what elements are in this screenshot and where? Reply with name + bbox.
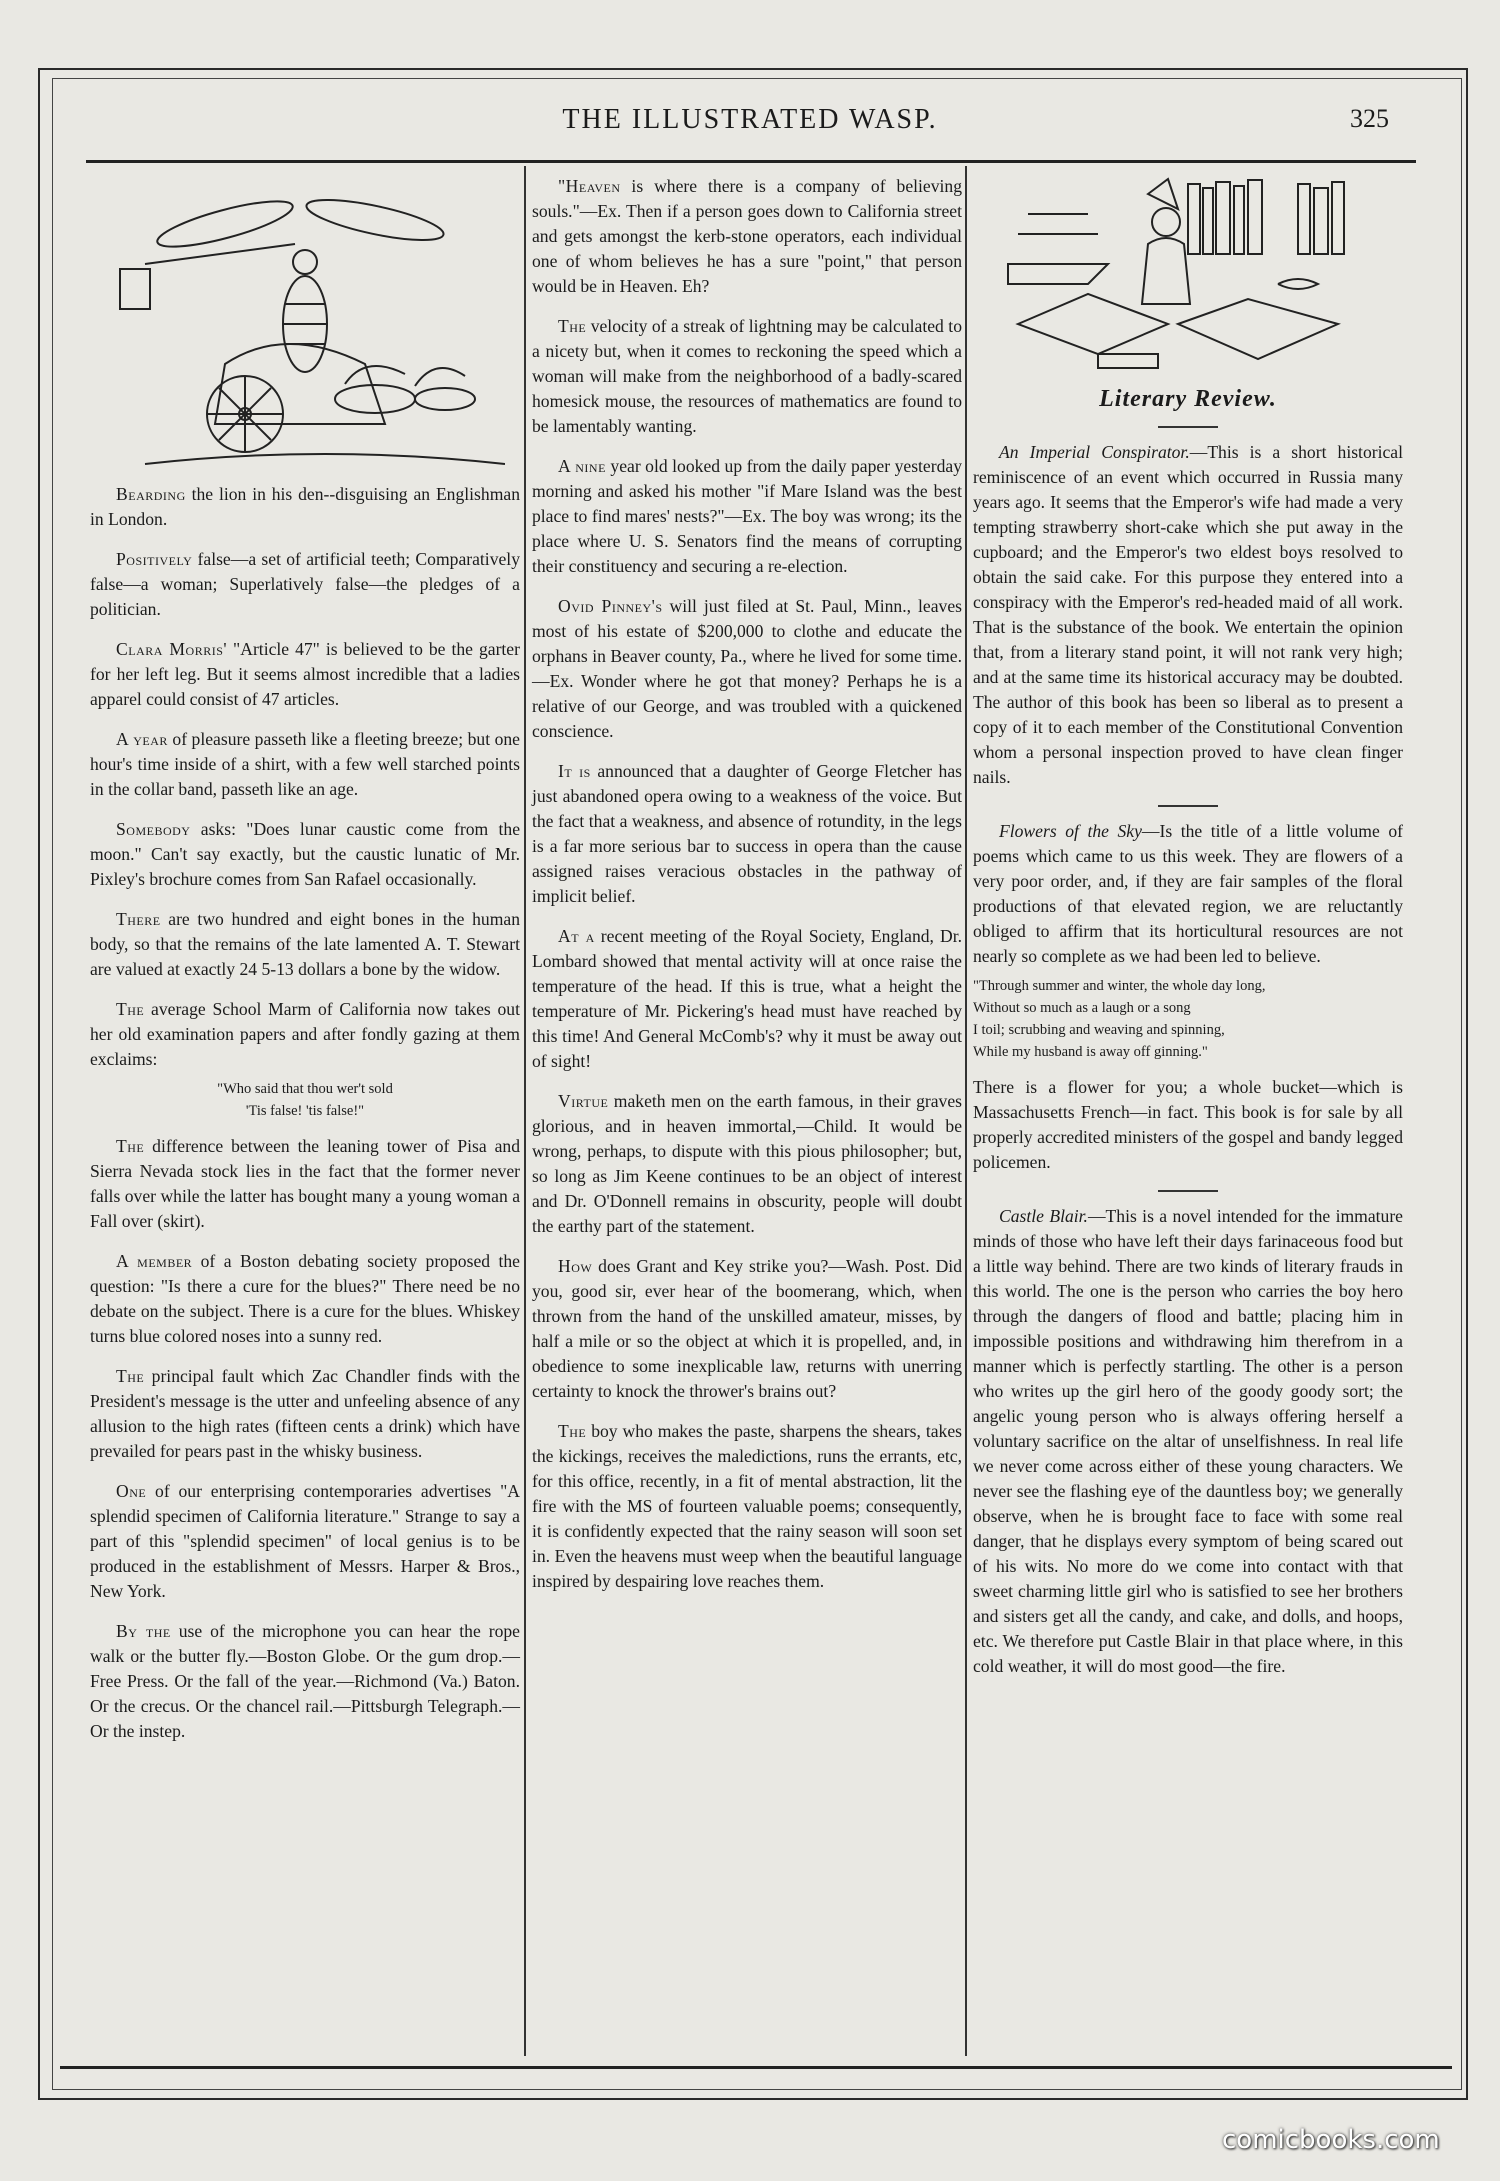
paragraph-lead: Bearding	[116, 484, 186, 504]
title-separator	[1158, 426, 1218, 428]
paragraph-lead: Clara Morris'	[116, 639, 228, 659]
paragraph-body: principal fault which Zac Chandler finds with the President's message is the utter and unfeeling absence of any allusion to the high rates (fifteen cents a drink) which have prevailed for pears past in the whisky business.	[90, 1366, 520, 1461]
column-divider-1	[524, 166, 526, 2056]
paragraph-body: use of the microphone you can hear the rope walk or the butter fly.—Boston Globe. Or the gum drop.—Free Press. Or the fall of the year.—Richmond (Va.) Baton. Or the crecus. Or the chancel rail.—Pittsburgh Telegraph.—Or the instep.	[90, 1621, 520, 1741]
paragraph-lead: "Heaven	[558, 176, 621, 196]
paragraph	[532, 174, 962, 299]
paragraph-body: is where there is a company of believing souls."—Ex. Then if a person goes down to California street and gets amongst the kerb-stone operators, each individual one of whom believes he has a sure "point," that person would be in Heaven. Eh?	[532, 176, 962, 296]
paragraph-lead: Virtue	[558, 1091, 609, 1111]
masthead-title: THE ILLUSTRATED WASP.	[562, 104, 938, 135]
paragraph-body: asks: "Does lunar caustic come from the moon." Can't say exactly, but the caustic lunatic of Mr. Pixley's brochure comes from San Rafael occasionally.	[90, 819, 520, 889]
paragraph-body: of pleasure passeth like a fleeting breeze; but one hour's time inside of a shirt, with a few well starched points in the collar band, passeth like an age.	[90, 729, 520, 799]
column-2	[532, 174, 962, 1609]
paragraph: There is a flower for you; a whole bucket—which is Massachusetts French—in fact. This book is for sale by all properly accredited ministers of the gospel and bandy legged policemen.	[973, 1077, 1403, 1172]
paragraph	[532, 314, 962, 439]
paragraph	[90, 1479, 520, 1604]
watermark: comicbooks.com	[1222, 2125, 1440, 2155]
column-3	[973, 174, 1403, 1694]
paragraph-body: velocity of a streak of lightning may be calculated to a nicety but, when it comes to reckoning the speed which a woman will make from the neighborhood of a badly-scared homesick mouse, the resources of mathematics are found to be lamentably wanting.	[532, 316, 962, 436]
paragraph-lead: Somebody	[116, 819, 191, 839]
verse-quote: "Who said that thou wer't sold 'Tis false! 'tis false!"	[217, 1081, 393, 1119]
paragraph-lead: A member	[116, 1251, 193, 1271]
paragraph-lead: Flowers of the Sky	[999, 821, 1142, 841]
paragraph-body: of our enterprising contemporaries advertises "A splendid specimen of California literature." Strange to say a part of this "splendid specimen" of local genius is to be produced in the establishment of Messrs. Harper & Bros., New York.	[90, 1481, 520, 1601]
paragraph-body: announced that a daughter of George Fletcher has just abandoned opera owing to a weakness of the voice. But the fact that a weakness, and absence of rotundity, in the legs is a far more serious bar to success in opera than the cause assigned raises veracious obstacles in the pathway of implicit belief.	[532, 761, 962, 906]
paragraph	[532, 924, 962, 1074]
paragraph	[973, 1204, 1403, 1679]
paragraph-lead: A nine	[558, 456, 606, 476]
paragraph	[532, 1089, 962, 1239]
paragraph-body: recent meeting of the Royal Society, England, Dr. Lombard showed that mental activity will at once raise the temperature of the head. If this is true, what a height the temperature of Mr. Pickering's head must have reached by this time! And General McComb's? why it must be away out of sight!	[532, 926, 962, 1071]
paragraph	[90, 907, 520, 982]
paragraph-lead: At a	[558, 926, 595, 946]
paragraph	[90, 547, 520, 622]
paragraph-body: —Is the title of a little volume of poems which came to us this week. They are flowers of a very poor order, and, if they are fair samples of the floral productions of that elevated region, we are reluctantly obliged to affirm that its horticultural resources are not nearly so complete as we had been led to believe.	[973, 821, 1403, 966]
paragraph-body: difference between the leaning tower of Pisa and Sierra Nevada stock lies in the fact that the former never falls over while the latter has bought many a young woman a Fall over (skirt).	[90, 1136, 520, 1231]
paragraph-lead: The	[116, 1136, 145, 1156]
paragraph-lead: By the	[116, 1621, 171, 1641]
paragraph	[532, 1254, 962, 1404]
paragraph	[90, 727, 520, 802]
paragraph-body: "Article 47" is believed to be the garter for her left leg. But it seems almost incredible that a ladies apparel could consist of 47 articles.	[90, 639, 520, 709]
paragraph	[90, 997, 520, 1072]
paragraph-body: false—a set of artificial teeth; Comparatively false—a woman; Superlatively false—the pledges of a politician.	[90, 549, 520, 619]
paragraph-lead: The	[116, 1366, 145, 1386]
header-rule	[86, 160, 1416, 163]
paragraph-lead: The	[558, 316, 587, 336]
verse-quote: "Through summer and winter, the whole day long, Without so much as a laugh or a song I toil; scrubbing and weaving and spinning, While my husband is away off ginning."	[973, 978, 1266, 1060]
paragraph-body: the lion in his den--disguising an Englishman in London.	[90, 484, 520, 529]
paragraph	[973, 819, 1403, 969]
paragraph-lead: How	[558, 1256, 593, 1276]
wasp-chariot-illustration	[105, 174, 505, 474]
paragraph-lead: The	[116, 999, 145, 1019]
paragraph-lead: It is	[558, 761, 591, 781]
paragraph	[532, 454, 962, 579]
item-separator	[1158, 805, 1218, 807]
paragraph	[532, 1419, 962, 1594]
paragraph	[90, 1249, 520, 1349]
paragraph	[90, 1619, 520, 1744]
paragraph-body: does Grant and Key strike you?—Wash. Post. Did you, good sir, ever hear of the boomerang, which, when thrown from the hand of the unskilled amateur, misses, by half a mile or so the object at which it is propelled, and, in obedience to some inexplicable law, returns with unerring certainty to knock the thrower's brains out?	[532, 1256, 962, 1401]
paragraph-lead: An Imperial Conspirator.	[999, 442, 1190, 462]
paragraph-body: year old looked up from the daily paper yesterday morning and asked his mother "if Mare Island was the best place to find mares' nests?"—Ex. The boy was wrong; its the place where U. S. Senators find the means of corrupting their constituency and securing a re-election.	[532, 456, 962, 576]
paragraph-lead: Positively	[116, 549, 193, 569]
literary-review-title: Literary Review.	[1099, 386, 1277, 412]
paragraph-body: maketh men on the earth famous, in their graves glorious, and in heaven immortal,—Child. It would be wrong, perhaps, to dispute with this pious philosopher; but, so long as Jim Keene continues to be an object of interest and Dr. O'Donnell remains in obscurity, people will doubt the earthy part of the statement.	[532, 1091, 962, 1236]
paragraph-lead: A year	[116, 729, 168, 749]
gnome-reading-books-illustration	[998, 174, 1378, 379]
page-number: 325	[1350, 104, 1389, 133]
paragraph-body: —This is a short historical reminiscence of an event which occurred in Russia many years ago. It seems that the Emperor's wife had made a very tempting strawberry short-cake which she put away in the cupboard; and the Emperor's two eldest boys resolved to obtain the said cake. For this purpose they entered into a conspiracy with the Emperor's red-headed maid of all work. That is the substance of the book. We entertain the opinion that, from a literary stand point, it will not rank very high; and at the same time its historical accuracy may be doubted. The author of this book has been so liberal as to present a copy of it to each member of the Constitutional Convention whom a personal inspection proved to have clean finger nails.	[973, 442, 1403, 787]
paragraph	[532, 759, 962, 909]
paragraph-lead: There	[116, 909, 161, 929]
paragraph-body: —This is a novel intended for the immature minds of those who have left their days farinaceous food but a little way behind. There are two kinds of literary frauds in this world. The one is the person who carries the boy hero through the dangers of flood and battle; placing him in impossible positions and withdrawing him therefrom in a manner which is perfectly startling. The other is a person who writes up the girl hero of the goody goody sort; the angelic young person who is always offering herself a voluntary sacrifice on the altar of unselfishness. In real life we never come across either of these young characters. We never see the flashing eye of the dauntless boy; we generally observe, when he is brought face to face with some real danger, that he displays every symptom of being scared out of his wits. No more do we come into contact with that sweet charming little girl who is satisfied to see her brothers and sisters get all the candy, and cake, and dolls, and hoops, etc. We therefore put Castle Blair in that place where, in this cold weather, it will do most good—the fire.	[973, 1206, 1403, 1676]
paragraph-lead: Castle Blair.	[999, 1206, 1088, 1226]
paragraph-lead: One	[116, 1481, 147, 1501]
paragraph	[90, 1364, 520, 1464]
paragraph-lead: The	[558, 1421, 587, 1441]
paragraph-body: boy who makes the paste, sharpens the shears, takes the kickings, receives the maledictions, runs the errants, etc, for this office, recently, in a fit of mental abstraction, lit the fire with the MS of fourteen valuable poems; consequently, it is confidently expected that the rainy season will soon set in. Even the heavens must weep when the beautiful language inspired by despairing love reaches them.	[532, 1421, 962, 1591]
paragraph-lead: Ovid Pinney's	[558, 596, 663, 616]
paragraph	[973, 440, 1403, 790]
paragraph-body: will just filed at St. Paul, Minn., leaves most of his estate of $200,000 to clothe and educate the orphans in Beaver county, Pa., where he lived for some time.—Ex. Wonder where he got that money? Perhaps he is a relative of our George, and was troubled with a quickened conscience.	[532, 596, 963, 741]
column-divider-2	[965, 166, 967, 2056]
footer-rule	[60, 2066, 1452, 2069]
paragraph	[90, 817, 520, 892]
paragraph	[532, 594, 962, 744]
paragraph-body: of a Boston debating society proposed the question: "Is there a cure for the blues?" There need be no debate on the subject. There is a cure for the blues. Whiskey turns blue colored noses into a sunny red.	[90, 1251, 520, 1346]
item-separator	[1158, 1190, 1218, 1192]
paragraph	[90, 1134, 520, 1234]
paragraph	[90, 637, 520, 712]
column-1	[90, 174, 520, 1759]
paragraph-body: average School Marm of California now takes out her old examination papers and after fondly gazing at them exclaims:	[90, 999, 520, 1069]
paragraph-body: are two hundred and eight bones in the human body, so that the remains of the late lamented A. T. Stewart are valued at exactly 24 5-13 dollars a bone by the widow.	[90, 909, 520, 979]
paragraph	[90, 482, 520, 532]
